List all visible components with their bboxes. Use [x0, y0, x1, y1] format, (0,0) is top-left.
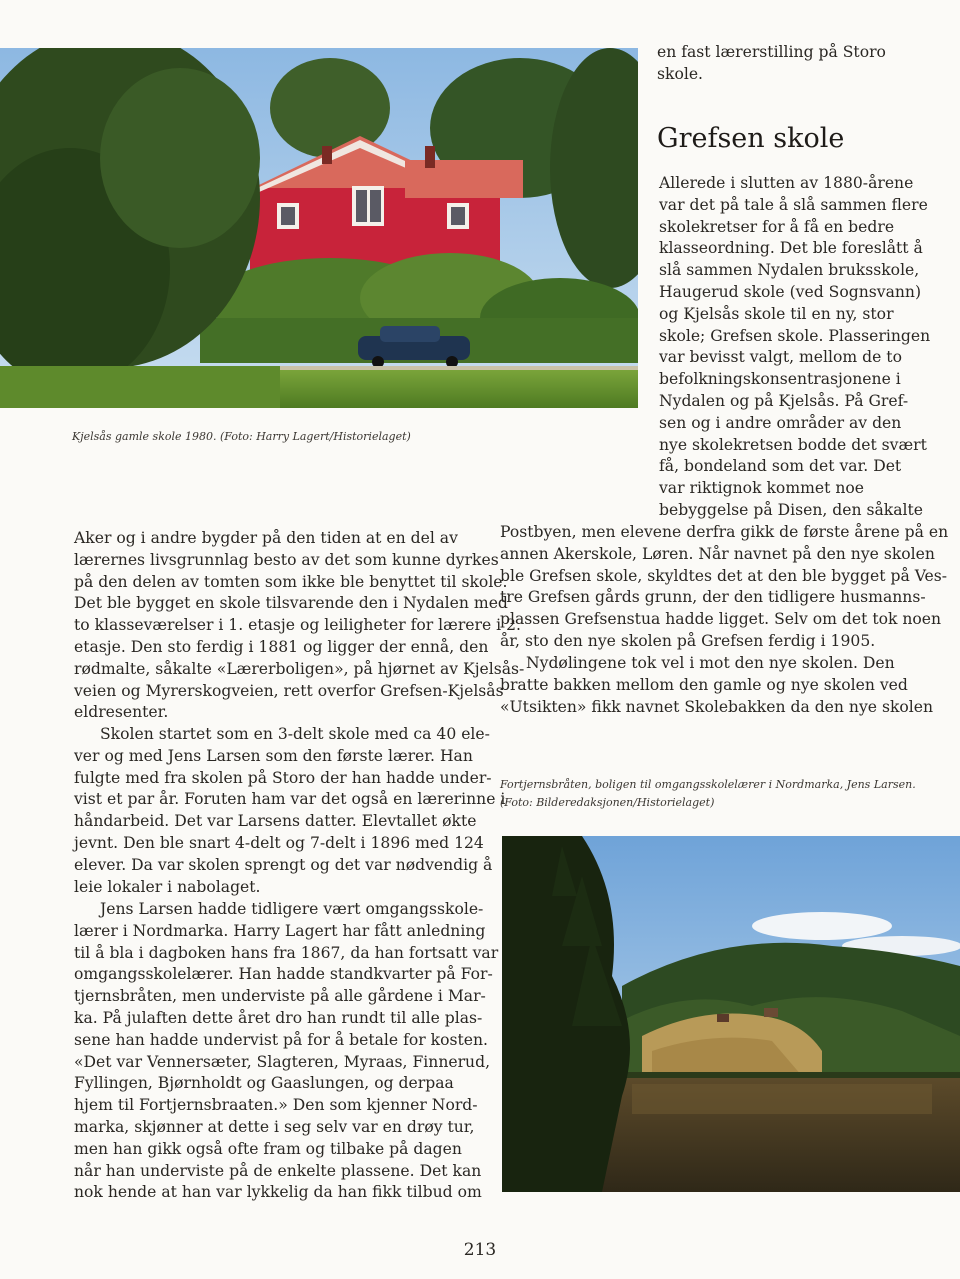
- right-column-wide-text: [500, 522, 950, 653]
- text-line: og Kjelsås skole til en ny, stor: [659, 304, 894, 323]
- text-line: på den delen av tomten som ikke ble benyttet til skole.: [74, 572, 508, 591]
- text-line: Haugerud skole (ved Sognsvann): [659, 282, 922, 301]
- text-line: tjernsbråten, men underviste på alle gårdene i Mar-: [74, 987, 486, 1006]
- text-line: marka, skjønner at dette i seg selv var en drøy tur,: [74, 1117, 475, 1136]
- text-line: lærer i Nordmarka. Harry Lagert har fått anledning: [74, 921, 486, 940]
- text-line: håndarbeid. Det var Larsens datter. Elevtallet økte: [74, 812, 477, 831]
- text-line: Fyllingen, Bjørnholdt og Gaaslungen, og derpaa: [74, 1074, 454, 1093]
- text-line: elever. Da var skolen sprengt og det var nødvendig å: [74, 855, 493, 874]
- text-line: etasje. Den sto ferdig i 1881 og ligger der ennå, den: [74, 637, 489, 656]
- text-line: nye skolekretsen bodde det svært: [659, 435, 927, 454]
- photo-kjelsas-old-school: [0, 48, 638, 408]
- right-column-narrow-text: [659, 173, 949, 522]
- lake-illustration: [502, 836, 960, 1192]
- text-line: skole; Grefsen skole. Plasseringen: [659, 326, 931, 345]
- text-line: en fast lærerstilling på Storo: [657, 43, 886, 61]
- text-line: slå sammen Nydalen bruksskole,: [659, 261, 920, 280]
- text-line: fulgte med fra skolen på Storo der han hadde under-: [74, 768, 492, 787]
- text-line: Allerede i slutten av 1880-årene: [659, 174, 914, 192]
- text-line: ver og med Jens Larsen som den første lærer. Han: [74, 746, 473, 765]
- text-line: Skolen startet som en 3-delt skole med ca 40 ele-: [100, 725, 490, 743]
- text-line: Nydalen og på Kjelsås. På Gref-: [659, 391, 909, 410]
- text-line: år, sto den nye skolen på Grefsen ferdig i 1905.: [500, 631, 876, 650]
- text-line: tre Grefsen gårds grunn, der den tidligere husmanns-: [500, 588, 926, 607]
- text-line: skole.: [657, 64, 704, 83]
- text-line: rødmalte, såkalte «Lærerboligen», på hjørnet av Kjelsås-: [74, 659, 525, 678]
- text-line: ka. På julaften dette året dro han rundt til alle plas-: [74, 1008, 483, 1027]
- text-line: bratte bakken mellom den gamle og nye skolen ved: [500, 675, 908, 694]
- text-line: nok hende at han var lykkelig da han fikk tilbud om: [74, 1183, 482, 1202]
- left-paragraph-3: [74, 899, 499, 1204]
- text-line: Postbyen, men elevene derfra gikk de første årene på en: [500, 523, 949, 541]
- text-line: var bevisst valgt, mellom de to: [659, 348, 902, 367]
- top-right-text: [657, 42, 947, 86]
- caption-top-photo: Kjelsås gamle skole 1980. (Foto: Harry Lagert/Historielaget): [72, 430, 411, 443]
- text-line: «Utsikten» fikk navnet Skolebakken da den nye skolen: [500, 697, 934, 716]
- text-line: når han underviste på de enkelte plassene. Det kan: [74, 1161, 482, 1180]
- text-line: (Foto: Bilderedaksjonen/Historielaget): [500, 796, 715, 809]
- text-line: Fortjernsbråten, boligen til omgangsskolelærer i Nordmarka, Jens Larsen.: [500, 778, 916, 791]
- text-line: til å bla i dagboken hans fra 1867, da han fortsatt var: [74, 943, 499, 962]
- text-line: befolkningskonsentrasjonene i: [659, 370, 901, 389]
- text-line: omgangsskolelærer. Han hadde standkvarter på For-: [74, 965, 493, 984]
- text-line: eldresenter.: [74, 703, 169, 722]
- text-line: bebyggelse på Disen, den såkalte: [659, 500, 924, 519]
- text-line: skolekretser for å få en bedre: [659, 217, 895, 236]
- section-heading-grefsen-skole: Grefsen skole: [657, 123, 845, 154]
- text-line: men han gikk også ofte fram og tilbake på dagen: [74, 1139, 462, 1158]
- text-line: klasseordning. Det ble foreslått å: [659, 239, 923, 258]
- text-line: sen og i andre områder av den: [659, 413, 902, 432]
- photo-fortjernsbraten-lake: [502, 836, 960, 1192]
- text-line: leie lokaler i nabolaget.: [74, 877, 261, 896]
- text-line: Jens Larsen hadde tidligere vært omgangsskole-: [100, 900, 484, 918]
- caption-bottom-photo: [500, 776, 916, 812]
- text-line: ble Grefsen skole, skyldtes det at den ble bygget på Ves-: [500, 566, 948, 585]
- text-line: Aker og i andre bygder på den tiden at en del av: [74, 529, 458, 547]
- text-line: Det ble bygget en skole tilsvarende den i Nydalen med: [74, 594, 508, 613]
- text-line: hjem til Fortjernsbraaten.» Den som kjenner Nord-: [74, 1096, 478, 1115]
- text-line: sene han hadde undervist på for å betale for kosten.: [74, 1030, 488, 1049]
- text-line: var det på tale å slå sammen flere: [659, 195, 928, 214]
- left-paragraph-2: [74, 724, 506, 898]
- text-line: plassen Grefsenstua hadde ligget. Selv om det tok noen: [500, 610, 942, 629]
- house-illustration: [0, 48, 638, 408]
- text-line: to klasseværelser i 1. etasje og leiligheter for lærere i 2.: [74, 616, 521, 635]
- text-line: var riktignok kommet noe: [659, 479, 865, 498]
- text-line: vist et par år. Foruten ham var det også en lærerinne i: [74, 790, 506, 809]
- left-paragraph-1: [74, 528, 525, 724]
- text-line: «Det var Vennersæter, Slagteren, Myraas, Finnerud,: [74, 1052, 491, 1071]
- text-line: jevnt. Den ble snart 4-delt og 7-delt i 1896 med 124: [74, 833, 484, 852]
- text-line: veien og Myrerskogveien, rett overfor Grefsen-Kjelsås: [74, 681, 504, 700]
- text-line: få, bondeland som det var. Det: [659, 457, 902, 476]
- text-line: lærernes livsgrunnlag besto av det som kunne dyrkes: [74, 550, 499, 569]
- text-line: Nydølingene tok vel i mot den nye skolen. Den: [526, 654, 895, 672]
- text-line: annen Akerskole, Løren. Når navnet på den nye skolen: [500, 544, 935, 563]
- page-number: 213: [463, 1240, 497, 1260]
- right-column-paragraph-2: [500, 653, 950, 718]
